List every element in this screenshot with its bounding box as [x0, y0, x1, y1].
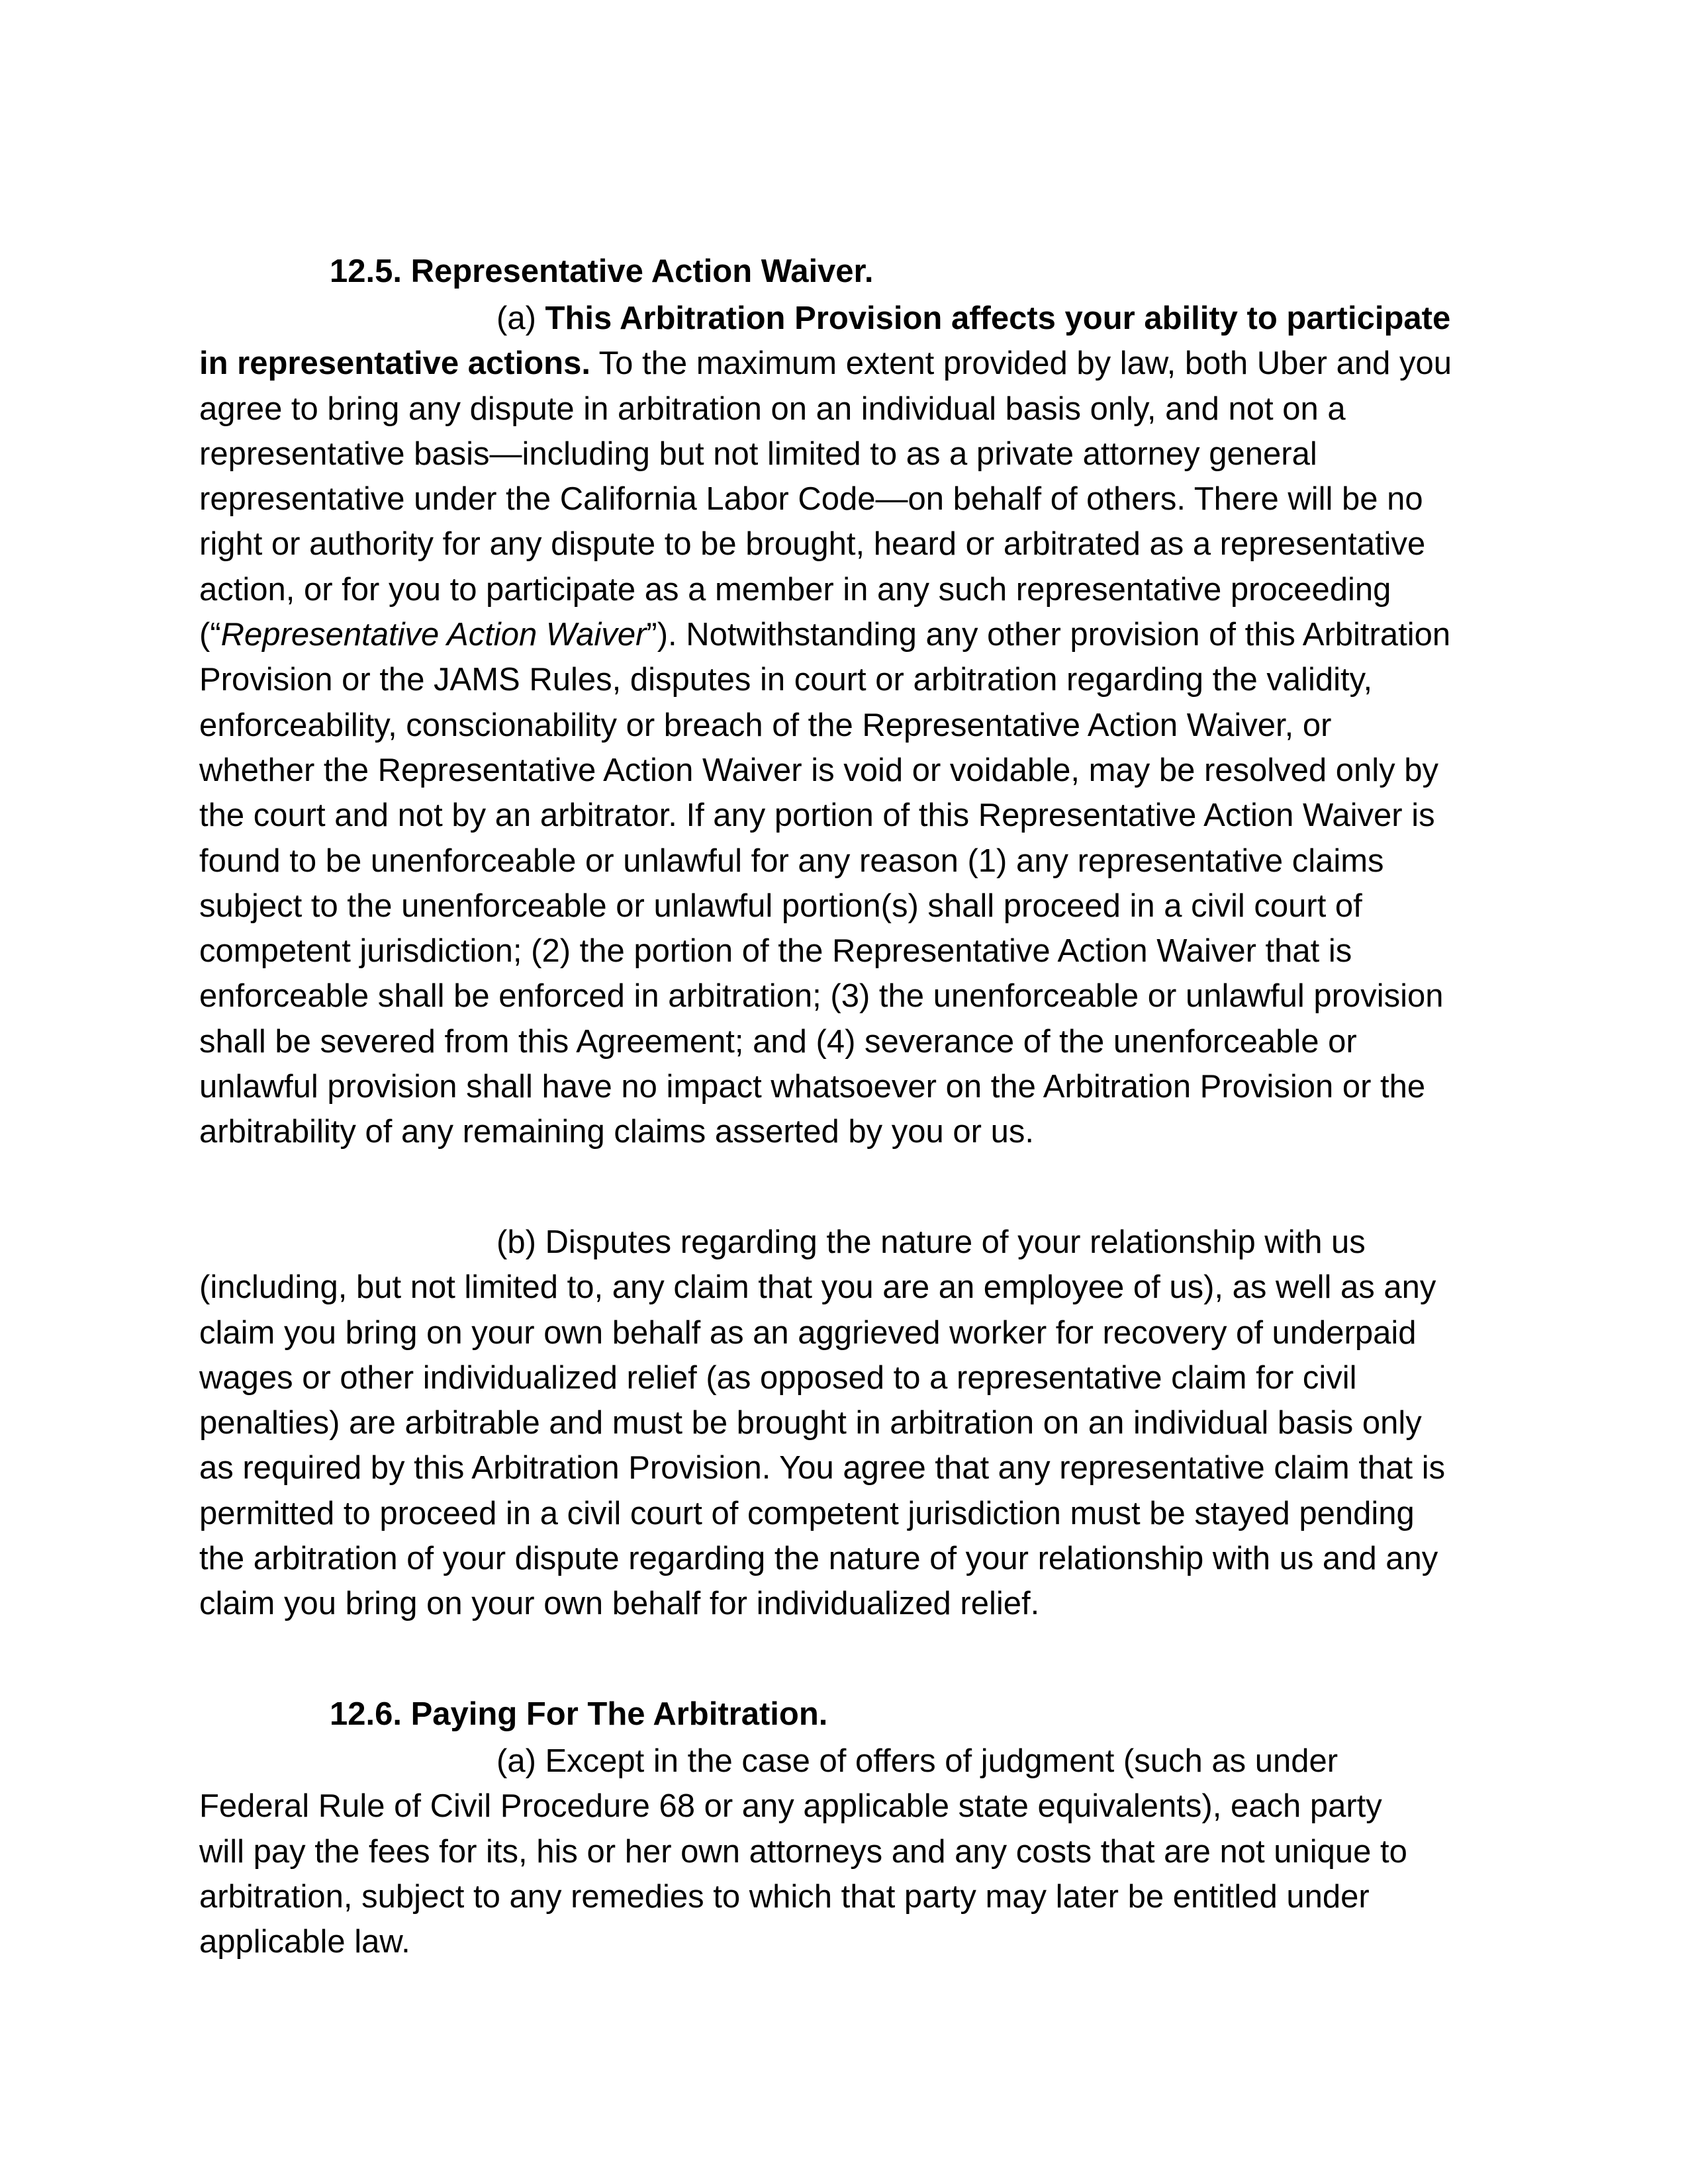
paragraph-line: applicable law.	[199, 1924, 410, 1960]
paragraph-line: found to be unenforceable or unlawful for any reason (1) any representative claims	[199, 842, 1384, 879]
paragraph-line: the arbitration of your dispute regarding the nature of your relationship with us and any	[199, 1541, 1438, 1577]
paragraph-line: subject to the unenforceable or unlawful portion(s) shall proceed in a civil court of	[199, 887, 1362, 924]
paragraph-line: as required by this Arbitration Provision. You agree that any representative claim that is	[199, 1450, 1446, 1486]
paragraph-line: shall be severed from this Agreement; and (4) severance of the unenforceable or	[199, 1023, 1357, 1060]
defined-term: Representative Action Waiver	[220, 617, 647, 653]
line-text: To the maximum extent provided by law, both Uber and you	[590, 345, 1452, 382]
section-heading-12-6: 12.6. Paying For The Arbitration.	[330, 1696, 828, 1732]
paragraph-line: unlawful provision shall have no impact whatsoever on the Arbitration Provision or the	[199, 1069, 1426, 1105]
bold-lead: This Arbitration Provision affects your ability to participate	[545, 300, 1451, 336]
paragraph-line: whether the Representative Action Waiver is void or voidable, may be resolved only by	[199, 752, 1439, 788]
bold-lead-cont: in representative actions.	[199, 345, 590, 382]
paragraph-line: right or authority for any dispute to be brought, heard or arbitrated as a representative	[199, 526, 1426, 563]
paragraph-12-6-a	[199, 1739, 1497, 1964]
paragraph-12-5-b	[199, 1220, 1497, 1627]
paragraph-line: representative under the California Labor Code—on behalf of others. There will be no	[199, 481, 1423, 518]
section-heading-12-5: 12.5. Representative Action Waiver.	[330, 253, 874, 289]
paragraph-line: Federal Rule of Civil Procedure 68 or any applicable state equivalents), each party	[199, 1788, 1382, 1825]
paragraph-line: action, or for you to participate as a member in any such representative proceeding	[199, 571, 1391, 608]
paragraph-line: Provision or the JAMS Rules, disputes in court or arbitration regarding the validity,	[199, 662, 1373, 698]
paragraph-line: representative basis—including but not limited to as a private attorney general	[199, 435, 1317, 472]
paragraph-line: (a) Except in the case of offers of judgment (such as under	[496, 1743, 1338, 1779]
paragraph-line	[199, 341, 1497, 386]
paragraph-line: arbitration, subject to any remedies to which that party may later be entitled under	[199, 1878, 1370, 1915]
line-text: (“	[199, 617, 221, 653]
paragraph-line	[199, 296, 1497, 341]
paragraph-line: permitted to proceed in a civil court of competent jurisdiction must be stayed pending	[199, 1495, 1415, 1531]
paragraph-line: (b) Disputes regarding the nature of your relationship with us	[496, 1224, 1366, 1260]
line-text: ”). Notwithstanding any other provision of this Arbitration	[646, 617, 1451, 653]
paragraph-line: enforceable shall be enforced in arbitration; (3) the unenforceable or unlawful provision	[199, 978, 1444, 1015]
paragraph-line: claim you bring on your own behalf for individualized relief.	[199, 1586, 1040, 1622]
paragraph-12-5-a	[199, 296, 1497, 1155]
paragraph-line: claim you bring on your own behalf as an aggrieved worker for recovery of underpaid	[199, 1314, 1417, 1351]
paragraph-line: agree to bring any dispute in arbitration on an individual basis only, and not on a	[199, 390, 1346, 427]
paragraph-line	[199, 612, 1497, 657]
paragraph-line: penalties) are arbitrable and must be brought in arbitration on an individual basis only	[199, 1405, 1422, 1441]
paragraph-line: competent jurisdiction; (2) the portion of the Representative Action Waiver that is	[199, 933, 1352, 970]
paragraph-line: arbitrability of any remaining claims asserted by you or us.	[199, 1114, 1034, 1150]
paragraph-line: the court and not by an arbitrator. If any portion of this Representative Action Waiver is	[199, 797, 1435, 834]
paragraph-line: (including, but not limited to, any claim that you are an employee of us), as well as any	[199, 1269, 1436, 1306]
paragraph-line: enforceability, conscionability or breach of the Representative Action Waiver, or	[199, 707, 1332, 743]
paragraph-line: will pay the fees for its, his or her own attorneys and any costs that are not unique to	[199, 1833, 1407, 1870]
item-label: (a)	[496, 300, 536, 336]
paragraph-line: wages or other individualized relief (as opposed to a representative claim for civil	[199, 1359, 1357, 1396]
